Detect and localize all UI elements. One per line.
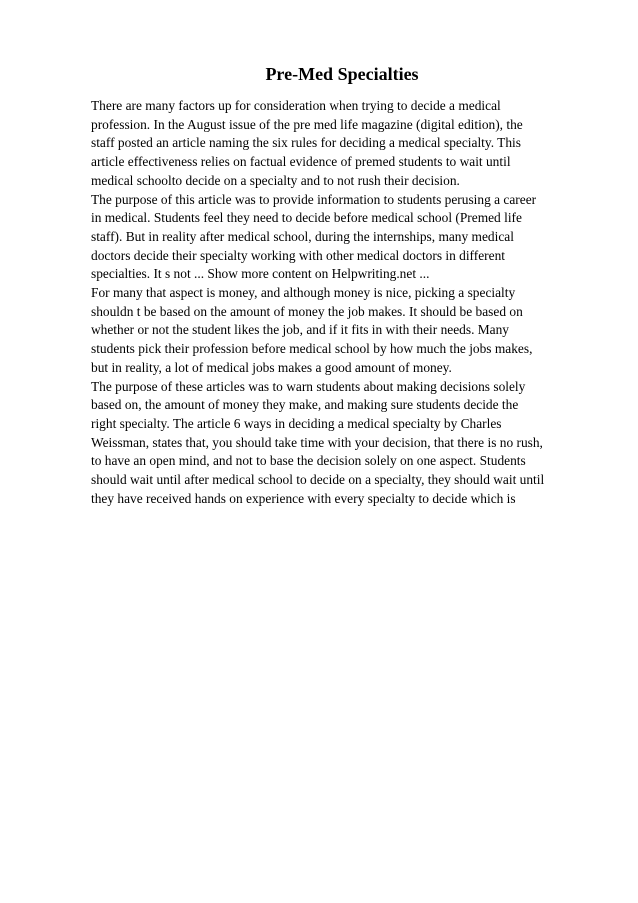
body-line: to have an open mind, and not to base the decision solely on one aspect. Students [91,453,526,469]
body-line: There are many factors up for consideration when trying to decide a medical [91,98,501,113]
body-line: doctors decide their specialty working with other medical doctors in different [91,247,505,263]
body-line: Weissman, states that, you should take time with your decision, that there is no rush, [91,434,543,450]
body-line: The purpose of this article was to provide information to students perusing a career [91,191,537,207]
body-line: should wait until after medical school to decide on a specialty, they should wait until [91,472,545,488]
body-line: article effectiveness relies on factual evidence of premed students to wait until [91,154,511,170]
document-title: Pre-Med Specialties [265,64,419,84]
body-line: profession. In the August issue of the pre med life magazine (digital edition), the [91,116,523,132]
body-line: staff). But in reality after medical school, during the internships, many medical [91,228,514,244]
body-line: whether or not the student likes the job, and if it fits in with their needs. Many [91,322,510,338]
body-line: For many that aspect is money, and although money is nice, picking a specialty [91,285,516,301]
body-line: medical schoolto decide on a specialty and to not rush their decision. [91,172,460,188]
body-line: but in reality, a lot of medical jobs makes a good amount of money. [91,359,452,375]
body-line: right specialty. The article 6 ways in deciding a medical specialty by Charles [91,415,502,431]
body-line: in medical. Students feel they need to decide before medical school (Premed life [91,210,522,226]
body-line: based on, the amount of money they make, and making sure students decide the [91,397,519,413]
document-body [91,97,591,508]
body-line: they have received hands on experience with every specialty to decide which is [91,490,516,506]
body-line: students pick their profession before medical school by how much the jobs makes, [91,341,533,357]
body-line: staff posted an article naming the six rules for deciding a medical specialty. This [91,135,521,151]
body-line: specialties. It s not ... Show more content on Helpwriting.net ... [91,266,430,282]
body-line: The purpose of these articles was to warn students about making decisions solely [91,378,526,394]
body-line: shouldn t be based on the amount of money the job makes. It should be based on [91,303,523,319]
